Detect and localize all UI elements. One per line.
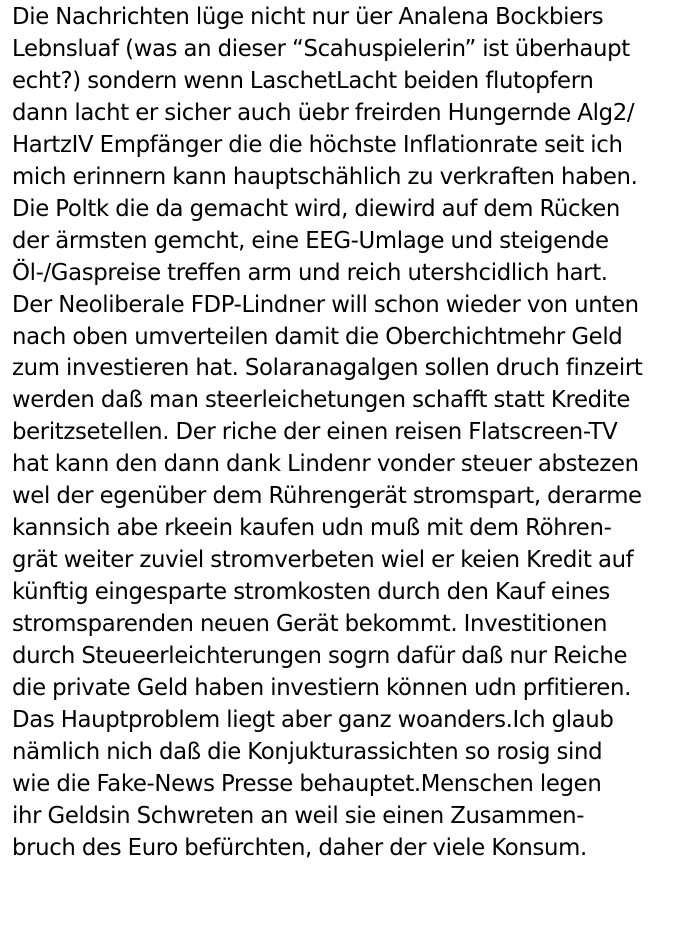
- text-line: künftig eingesparte stromkosten durch den Kauf eines: [12, 579, 610, 606]
- text-line: dann lacht er sicher auch üebr freirden Hungernde Alg2/: [12, 99, 635, 126]
- text-line: Öl-/Gaspreise treffen arm und reich utershcidlich hart.: [12, 259, 608, 286]
- text-line: Die Nachrichten lüge nicht nur üer Analena Bockbiers: [12, 4, 604, 30]
- text-line: HartzIV Empfänger die die höchste Inflationrate seit ich: [12, 131, 623, 158]
- text-line: wie die Fake-News Presse behauptet.Menschen legen: [12, 770, 602, 797]
- text-line: mich erinnern kann hauptschählich zu verkraften haben.: [12, 163, 638, 190]
- text-line: stromsparenden neuen Gerät bekommt. Investitionen: [12, 611, 608, 638]
- text-line: werden daß man steerleichetungen schafft statt Kredite: [12, 387, 631, 414]
- text-line: ihr Geldsin Schwreten an weil sie einen Zusammen-: [12, 802, 585, 829]
- text-line: echt?) sondern wenn LaschetLacht beiden flutopfern: [12, 67, 594, 94]
- text-line: Die Poltk die da gemacht wird, diewird auf dem Rücken: [12, 195, 621, 222]
- text-line: nämlich nich daß die Konjukturassichten so rosig sind: [12, 738, 603, 765]
- text-line: die private Geld haben investiern können udn prfitieren.: [12, 675, 631, 702]
- document-text: [12, 2, 684, 865]
- text-line: grät weiter zuviel stromverbeten wiel er keien Kredit auf: [12, 547, 634, 574]
- text-line: durch Steueerleichterungen sogrn dafür daß nur Reiche: [12, 643, 628, 670]
- text-line: zum investieren hat. Solaranagalgen sollen druch finzeirt: [12, 355, 643, 382]
- text-line: beritzsetellen. Der riche der einen reisen Flatscreen-TV: [12, 419, 618, 446]
- text-line: hat kann den dann dank Lindenr vonder steuer abstezen: [12, 451, 639, 478]
- text-line: kannsich abe rkeein kaufen udn muß mit dem Röhren-: [12, 515, 612, 542]
- document-page: [12, 2, 684, 940]
- text-line: Der Neoliberale FDP-Lindner will schon wieder von unten: [12, 291, 639, 318]
- text-line: nach oben umverteilen damit die Oberchichtmehr Geld: [12, 323, 623, 350]
- text-line: wel der egenüber dem Rührengerät stromspart, derarme: [12, 483, 642, 510]
- text-line: der ärmsten gemcht, eine EEG-Umlage und steigende: [12, 227, 609, 254]
- text-line: bruch des Euro befürchten, daher der viele Konsum.: [12, 834, 587, 861]
- text-line: Lebnsluaf (was an dieser “Scahuspielerin” ist überhaupt: [12, 35, 630, 62]
- text-line: Das Hauptproblem liegt aber ganz woanders.Ich glaub: [12, 706, 614, 733]
